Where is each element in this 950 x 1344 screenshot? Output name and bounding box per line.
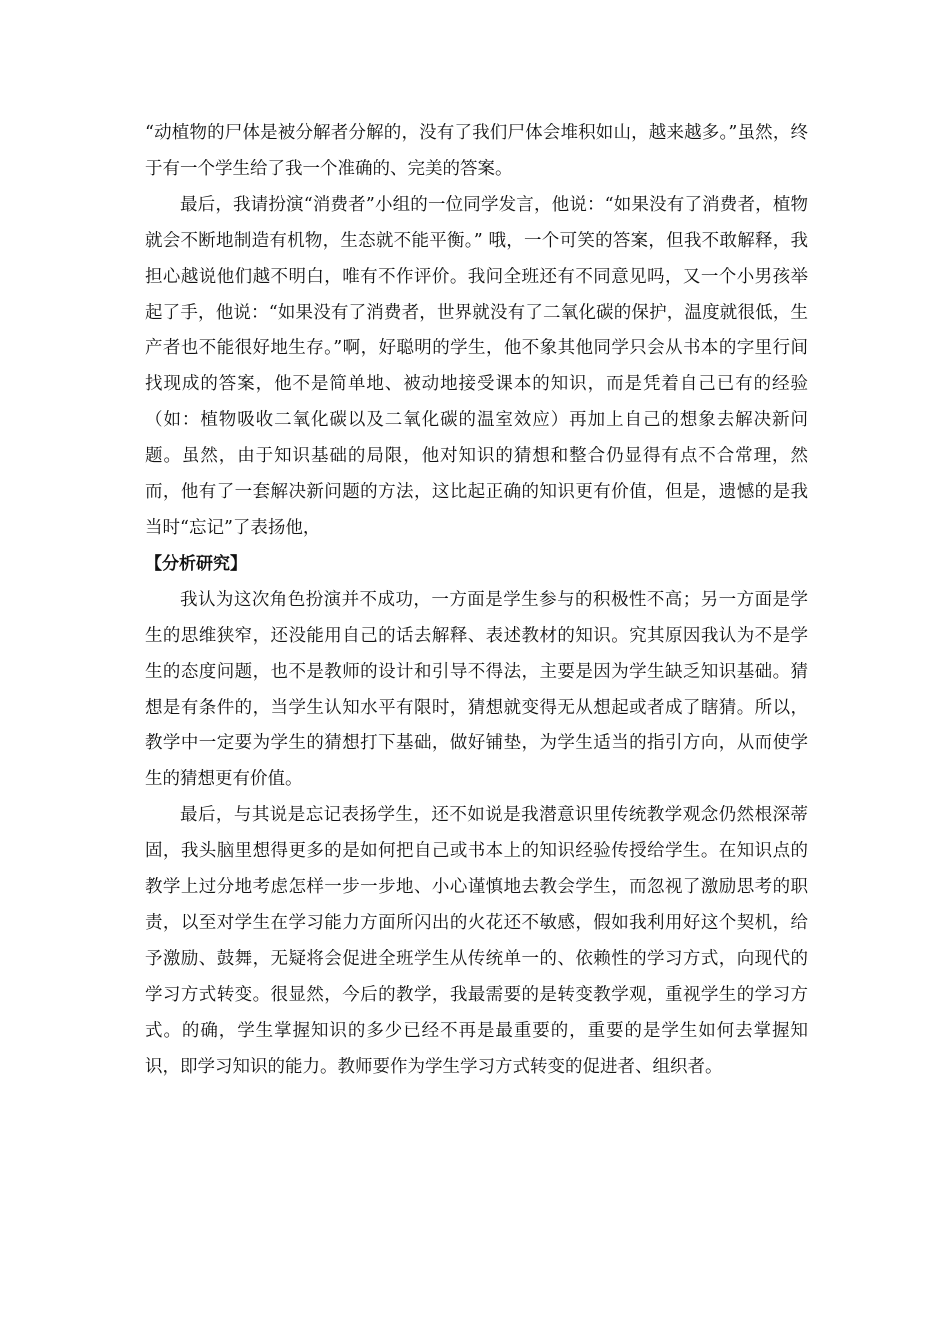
paragraph-analysis-2: 最后，与其说是忘记表扬学生，还不如说是我潜意识里传统教学观念仍然根深蒂固，我头脑里想得更多的是如何把自己或书本上的知识经验传授给学生。在知识点的教学上过分地考虑怎样一步一步地、小心谨慎地去教会学生，而忽视了激励思考的职责，以至对学生在学习能力方面所闪出的火花还不敏感，假如我利用好这个契机，给予激励、鼓舞，无疑将会促进全班学生从传统单一的、依赖性的学习方式，向现代的学习方式转变。很显然，今后的教学，我最需要的是转变教学观，重视学生的学习方式。的确，学生掌握知识的多少已经不再是最重要的，重要的是学生如何去掌握知识，即学习知识的能力。教师要作为学生学习方式转变的促进者、组织者。 xyxy=(145,805,808,1077)
paragraph-continuation: “动植物的尸体是被分解者分解的，没有了我们尸体会堆积如山，越来越多。”虽然，终于有一个学生给了我一个准确的、完美的答案。 xyxy=(145,123,808,179)
document-page xyxy=(145,116,808,1085)
paragraph-analysis-1: 我认为这次角色扮演并不成功，一方面是学生参与的积极性不高；另一方面是学生的思维狭窄，还没能用自己的话去解释、表述教材的知识。究其原因我认为不是学生的态度问题，也不是教师的设计和引导不得法，主要是因为学生缺乏知识基础。猜想是有条件的，当学生认知水平有限时，猜想就变得无从想起或者成了瞎猜。所以，教学中一定要为学生的猜想打下基础，做好铺垫，为学生适当的指引方向，从而使学生的猜想更有价值。 xyxy=(145,589,808,790)
paragraph-consumer-group: 最后，我请扮演“消费者”小组的一位同学发言，他说：“如果没有了消费者，植物就会不断地制造有机物，生态就不能平衡。” 哦，一个可笑的答案，但我不敢解释，我担心越说他们越不明白，唯有不作评价。我问全班还有不同意见吗，又一个小男孩举起了手，他说：“如果没有了消费者，世界就没有了二氧化碳的保护，温度就很低，生产者也不能很好地生存。”啊，好聪明的学生，他不象其他同学只会从书本的字里行间找现成的答案，他不是简单地、被动地接受课本的知识，而是凭着自己已有的经验（如：植物吸收二氧化碳以及二氧化碳的温室效应）再加上自己的想象去解决新问题。虽然，由于知识基础的局限，他对知识的猜想和整合仍显得有点不合常理，然而，他有了一套解决新问题的方法，这比起正确的知识更有价值，但是，遗憾的是我当时“忘记”了表扬他， xyxy=(145,194,808,538)
section-heading-analysis: 【分析研究】 xyxy=(145,553,247,574)
